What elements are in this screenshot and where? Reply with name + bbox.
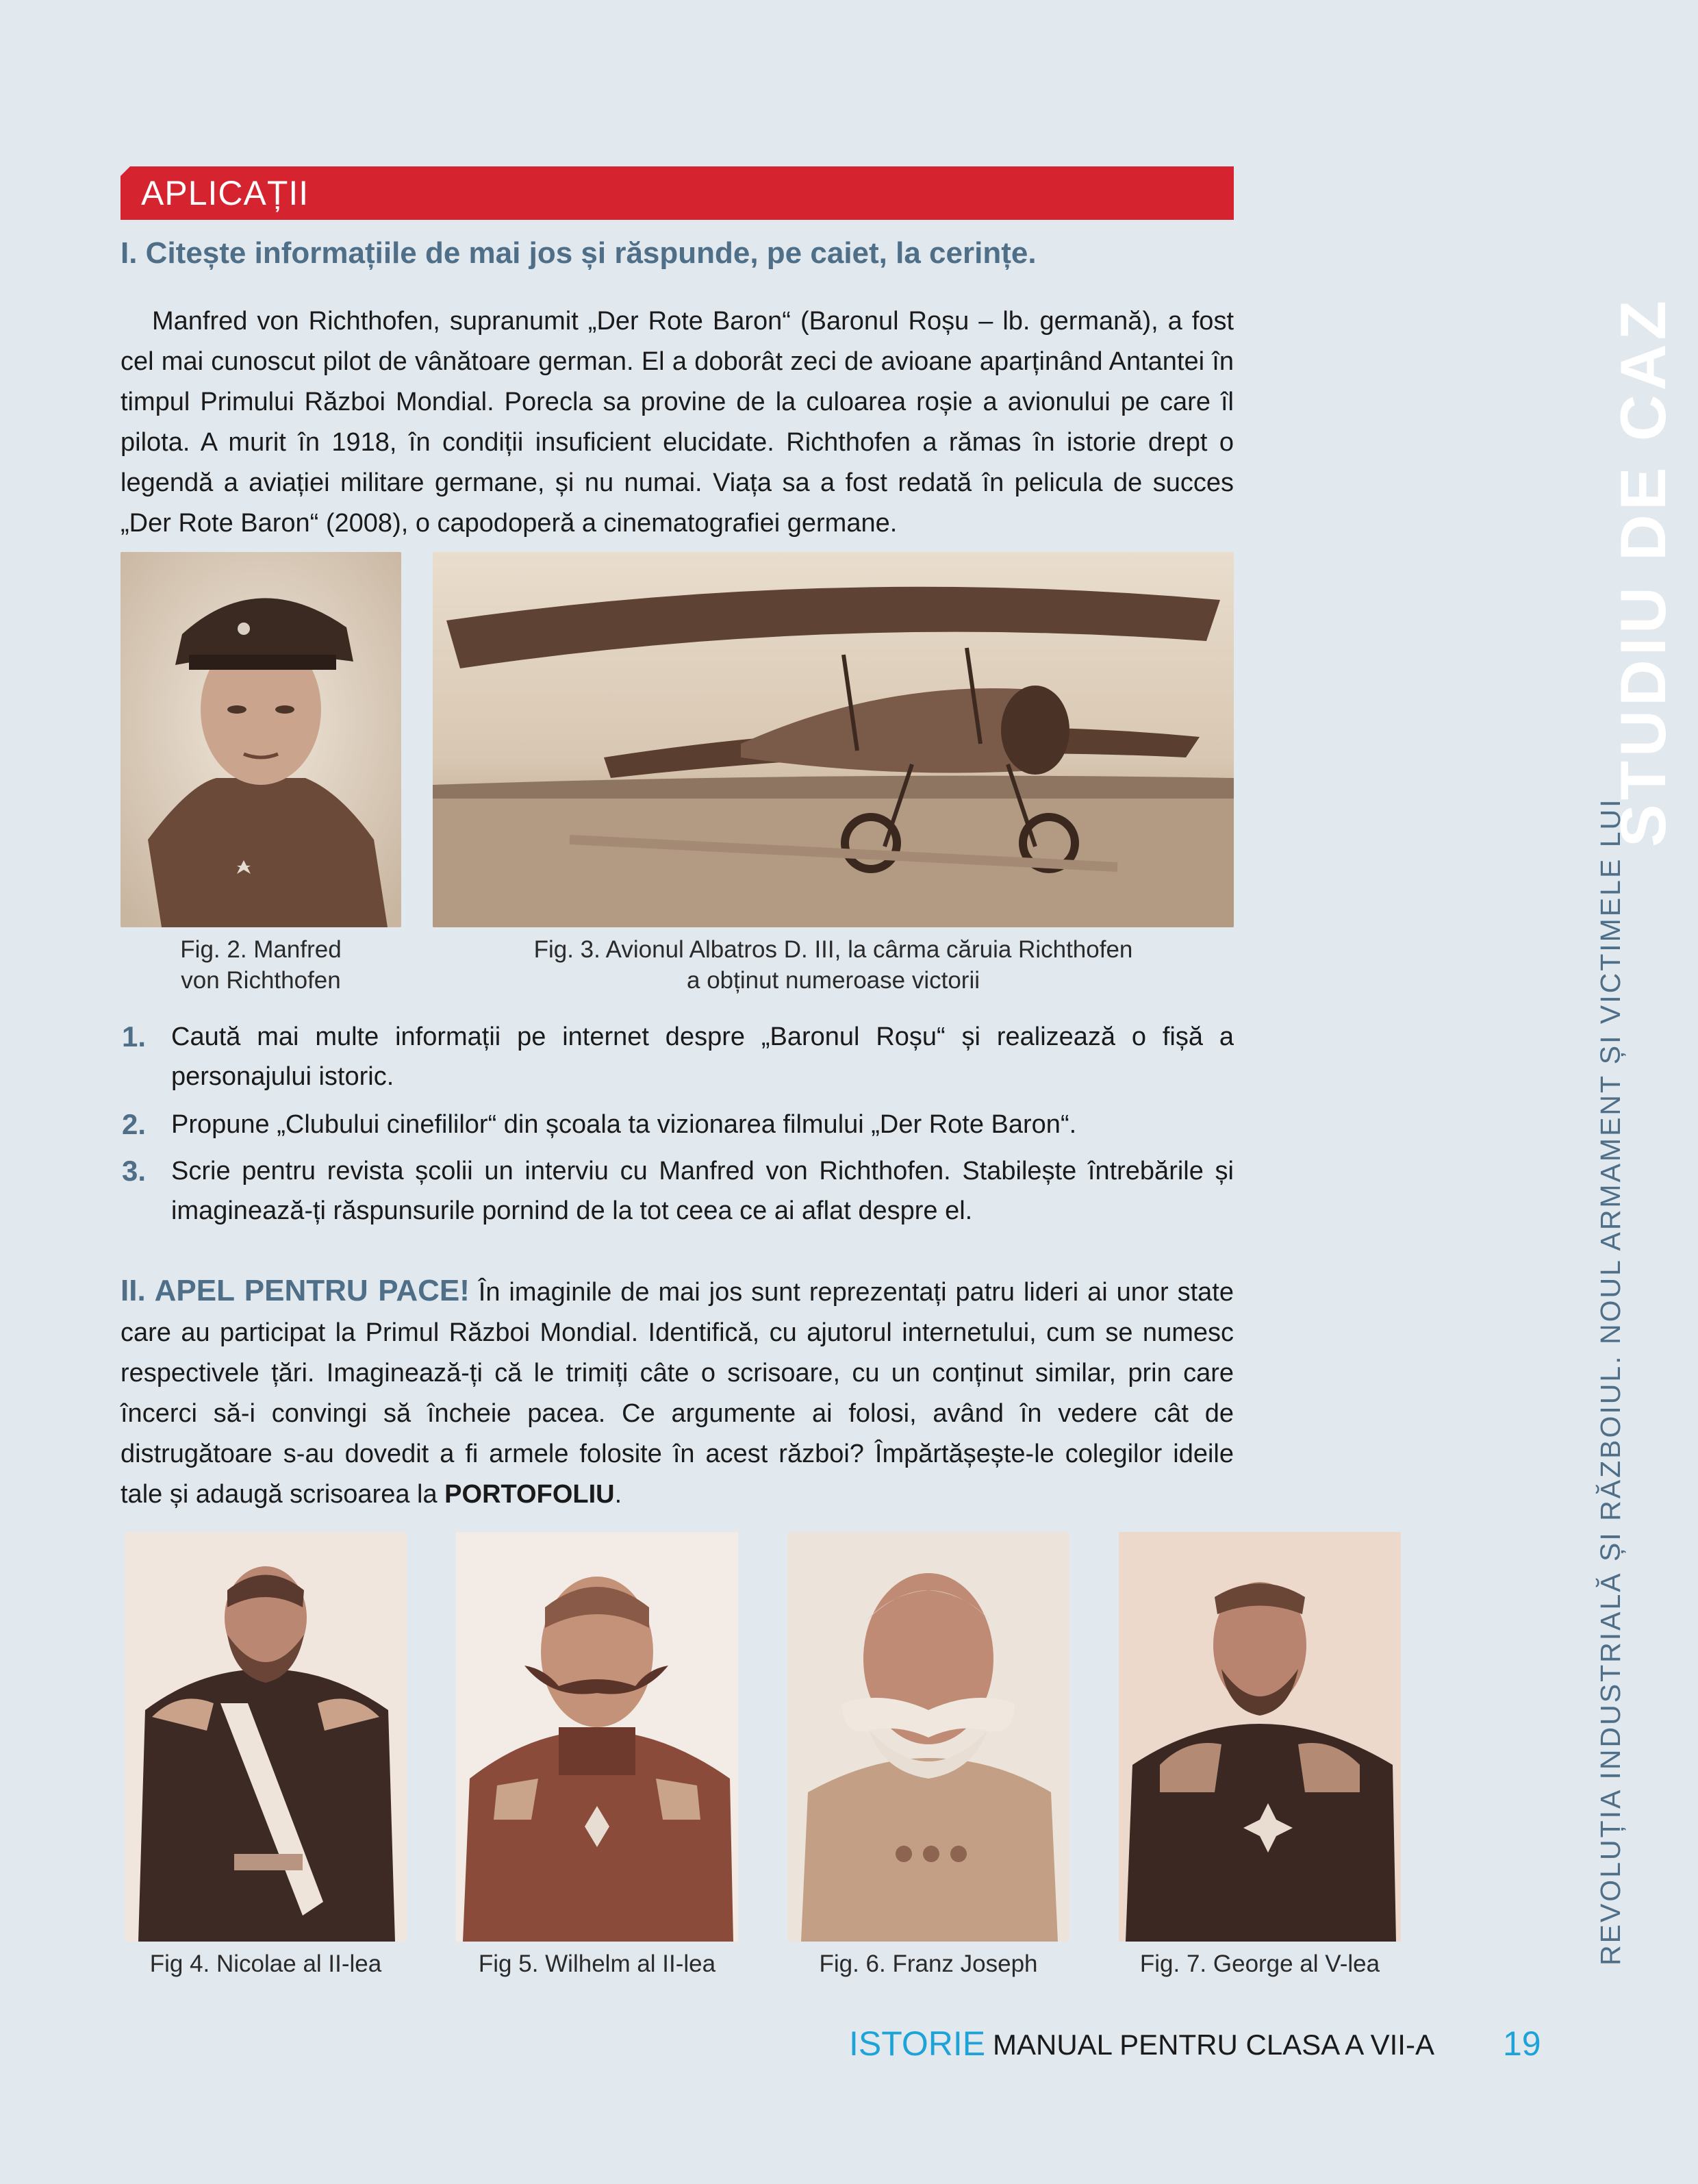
fig5-caption: Fig 5. Wilhelm al II-lea (478, 1950, 716, 1977)
section2-paragraph (121, 1270, 1234, 1515)
task-text: Propune „Clubului cinefililor“ din școala ta vizionarea filmului „Der Rote Baron“. (171, 1110, 1077, 1139)
wilhelm-ii-portrait (456, 1532, 738, 1942)
section2-end: . (614, 1480, 622, 1509)
franz-joseph-portrait (787, 1532, 1069, 1942)
fig2-caption-line2: von Richthofen (181, 967, 341, 994)
portfolio-label: PORTOFOLIU (444, 1480, 615, 1509)
sidebar-title-text: STUDIU DE CAZ (1607, 297, 1679, 847)
albatros-plane-photo (433, 552, 1234, 927)
richthofen-portrait (121, 552, 401, 927)
banner-title: APLICAȚII (141, 174, 309, 212)
footer-subject: ISTORIE (849, 2024, 986, 2063)
page-number: 19 (1503, 2024, 1541, 2063)
sidebar-subtitle-text: REVOLUȚIA INDUSTRIALĂ ȘI RĂZBOIUL. NOUL ARMAMENT ȘI VICTIMELE LUI (1595, 797, 1626, 1966)
fig3-caption-line1: Fig. 3. Avionul Albatros D. III, la cârma căruia Richthofen (533, 936, 1133, 963)
fig2-caption (121, 934, 401, 996)
section1-heading: I. Citește informațiile de mai jos și răspunde, pe caiet, la cerințe. (121, 236, 1037, 270)
footer-title: MANUAL PENTRU CLASA A VII-A (993, 2029, 1434, 2061)
task-number: 3. (122, 1155, 147, 1187)
task-number: 2. (122, 1108, 147, 1140)
task-text: Scrie pentru revista școlii un interviu cu Manfred von Richthofen. Stabilește întrebările și imaginează-ți răspunsurile pornind de la tot ceea ce ai aflat despre el. (171, 1157, 1234, 1225)
section2-text: În imaginile de mai jos sunt reprezentați patru lideri ai unor state care au participat la Primul Război Mondial. Identifică, cu ajutorul internetului, cum se numesc respectivele țări. Imaginează-ți că le trimiți câte o scrisoare, cu un conținut similar, prin care încerci să-i convingi să încheie pacea. Ce argumente ai folosi, având în vedere cât de distrugătoare s-au dovedit a fi armele folosite în acest război? Împărtășește-le colegilor ideile tale și adaugă scrisoarea la (121, 1278, 1234, 1509)
section1-paragraph: Manfred von Richthofen, supranumit „Der Rote Baron“ (Baronul Roșu – lb. germană), a fost cel mai cunoscut pilot de vânătoare german. El a doborât zeci de avioane aparținând Antantei în timpul Primului Război Mondial. Porecla sa provine de la culoarea roșie a avionului pe care îl pilota. A murit în 1918, în condiții insuficient elucidate. Richthofen a rămas în istorie drept o legendă a aviației militare germane, și nu numai. Viața sa a fost redată în pelicula de succes „Der Rote Baron“ (2008), o capodoperă a cinematografiei germane. (121, 307, 1234, 538)
george-v-portrait (1119, 1532, 1401, 1942)
fig2-caption-line1: Fig. 2. Manfred (180, 936, 342, 963)
fig3-caption (433, 934, 1234, 996)
fig6-caption: Fig. 6. Franz Joseph (819, 1950, 1038, 1977)
task-text: Caută mai multe informații pe internet despre „Baronul Roșu“ și realizează o fișă a personajului istoric. (171, 1022, 1234, 1091)
fig4-caption: Fig 4. Nicolae al II-lea (149, 1950, 382, 1977)
section-banner (121, 166, 1234, 220)
fig3-caption-line2: a obținut numeroase victorii (687, 967, 980, 994)
banner-corner (121, 166, 130, 176)
task-number: 1. (122, 1020, 147, 1053)
fig7-caption: Fig. 7. George al V-lea (1139, 1950, 1380, 1977)
nicholas-ii-portrait (125, 1532, 407, 1942)
section2-heading: II. APEL PENTRU PACE! (121, 1274, 470, 1307)
